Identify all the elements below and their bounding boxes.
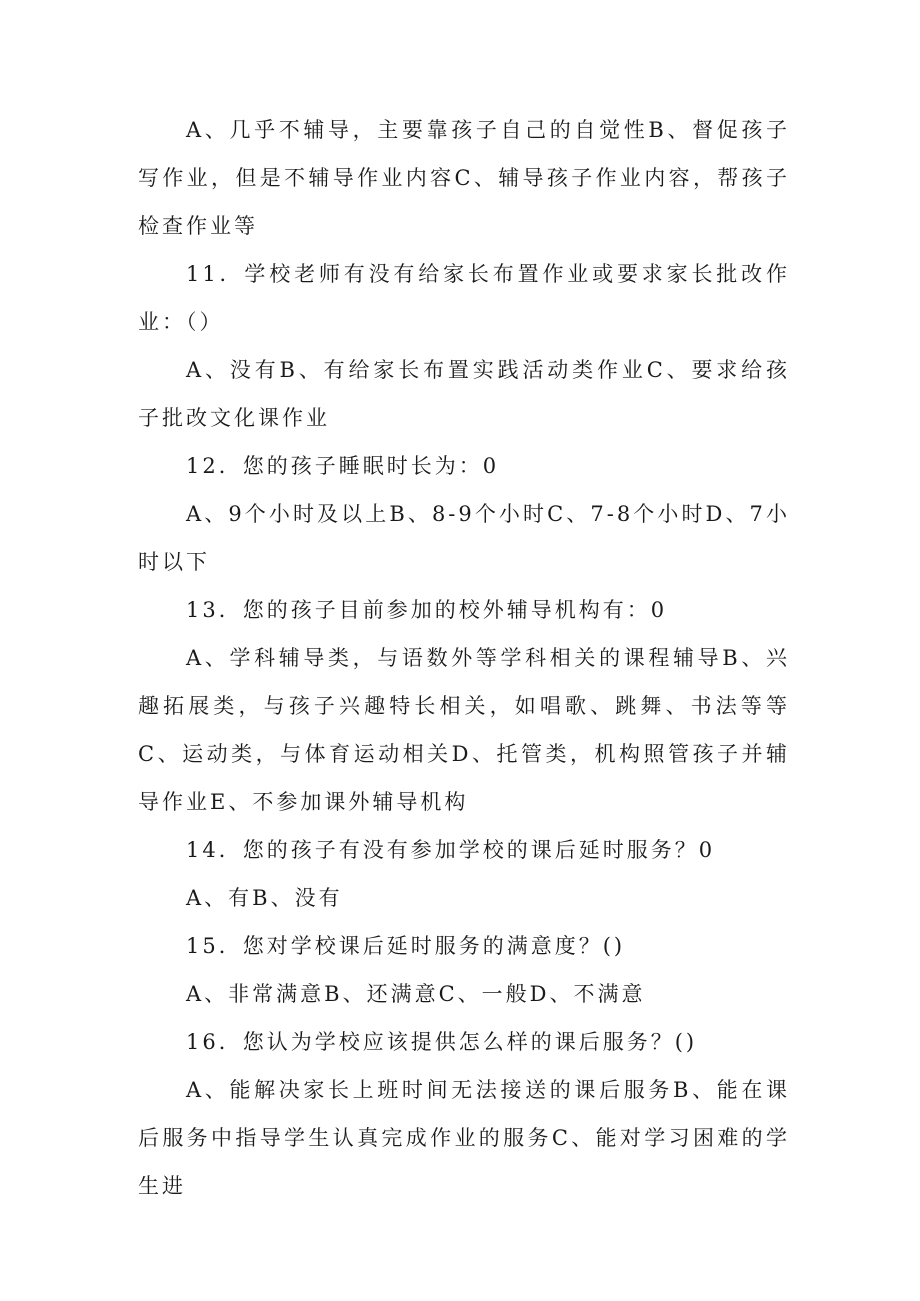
option-paragraph-q12: A、9个小时及以上B、8-9个小时C、7-8个小时D、7小时以下: [138, 502, 790, 574]
option-paragraph-q15: A、非常满意B、还满意C、一般D、不满意: [186, 982, 646, 1006]
question-16: 16．您认为学校应该提供怎么样的课后服务？(): [186, 1030, 698, 1054]
option-paragraph-q16: A、能解决家长上班时间无法接送的课后服务B、能在课后服务中指导学生认真完成作业的服务C、能对学习困难的学生进: [138, 1078, 790, 1198]
option-paragraph-q11: A、没有B、有给家长布置实践活动类作业C、要求给孩子批改文化课作业: [138, 358, 790, 430]
question-12: 12．您的孩子睡眠时长为：0: [186, 454, 500, 478]
option-paragraph-q13: A、学科辅导类，与语数外等学科相关的课程辅导B、兴趣拓展类，与孩子兴趣特长相关，如唱歌、跳舞、书法等等C、运动类，与体育运动相关D、托管类，机构照管孩子并辅导作业E、不参加课外辅导机构: [138, 646, 790, 814]
question-15: 15．您对学校课后延时服务的满意度？(): [186, 934, 626, 958]
question-13: 13．您的孩子目前参加的校外辅导机构有：0: [186, 598, 668, 622]
option-paragraph-q10: A、几乎不辅导，主要靠孩子自己的自觉性B、督促孩子写作业，但是不辅导作业内容C、辅导孩子作业内容，帮孩子检查作业等: [138, 118, 790, 238]
option-paragraph-q14: A、有B、没有: [186, 886, 343, 910]
document-body: [138, 106, 790, 1210]
question-14: 14．您的孩子有没有参加学校的课后延时服务？0: [186, 838, 716, 862]
question-11: 11．学校老师有没有给家长布置作业或要求家长批改作业：（）: [138, 262, 790, 334]
